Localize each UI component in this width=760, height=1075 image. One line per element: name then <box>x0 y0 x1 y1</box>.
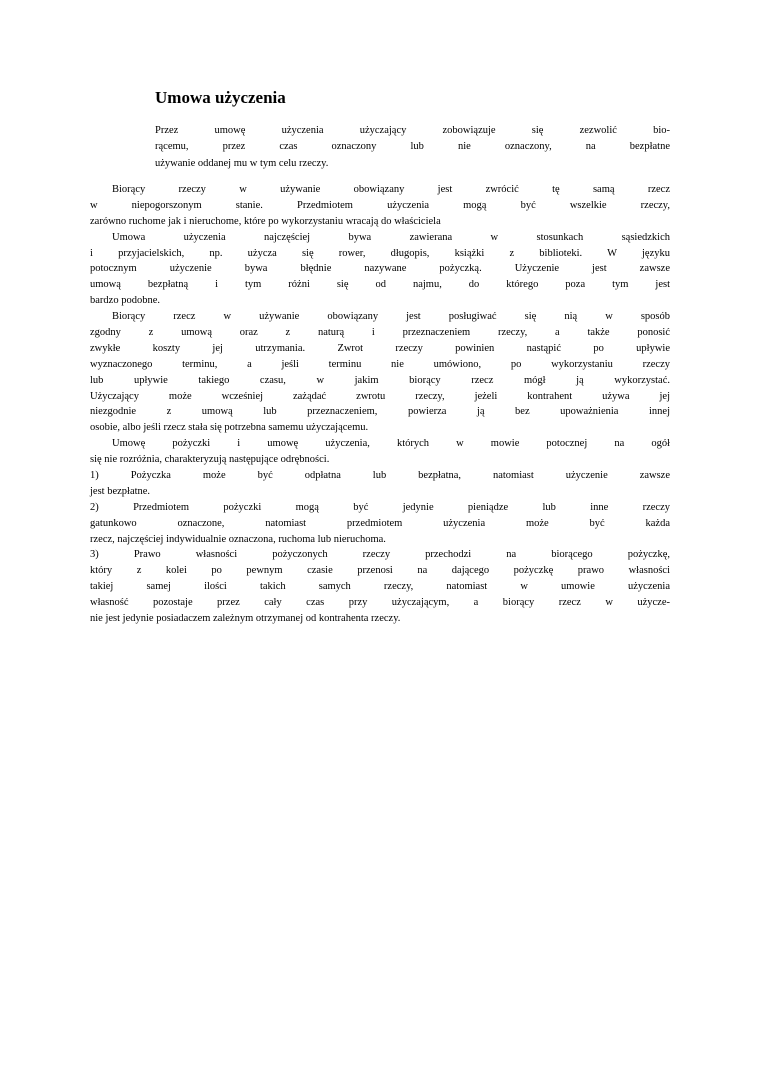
text-line: własność pozostaje przez cały czas przy użyczającym, a biorący rzecz w użycze- <box>90 597 670 609</box>
text-line: i przyjacielskich, np. użycza się rower, długopis, książki z biblioteki. W języku <box>90 247 670 259</box>
text-line: zwykłe koszty jej utrzymania. Zwrot rzeczy powinien nastąpić po upływie <box>90 342 670 354</box>
text-line: takiej samej ilości takich samych rzeczy, natomiast w umowie użyczenia <box>90 581 670 593</box>
body-text <box>90 182 670 627</box>
text-line: wyznaczonego terminu, a jeśli terminu nie umówiono, po wykorzystaniu rzeczy <box>90 358 670 370</box>
text-line: Przez umowę użyczenia użyczający zobowiązuje się zezwolić bio- <box>155 125 670 136</box>
text-line: w niepogorszonym stanie. Przedmiotem użyczenia mogą być wszelkie rzeczy, <box>90 199 670 211</box>
text-line: rącemu, przez czas oznaczony lub nie oznaczony, na bezpłatne <box>155 141 670 153</box>
text-line: Biorący rzecz w używanie obowiązany jest posługiwać się nią w sposób <box>112 311 670 323</box>
text-line: osobie, albo jeśli rzecz stała się potrzebna samemu użyczającemu. <box>90 422 369 434</box>
text-line: używanie oddanej mu w tym celu rzeczy. <box>155 157 329 169</box>
text-line: zarówno ruchome jak i nieruchome, które po wykorzystaniu wracają do właściciela <box>90 215 441 227</box>
text-line: potocznym użyczenie bywa błędnie nazywane pożyczką. Użyczenie jest zawsze <box>90 263 670 275</box>
text-line: się nie rozróżnia, charakteryzują następujące odrębności. <box>90 454 330 466</box>
text-line: zgodny z umową oraz z naturą i przeznaczeniem rzeczy, a także ponosić <box>90 327 670 339</box>
text-line: lub upływie takiego czasu, w jakim biorący rzecz mógł ją wykorzystać. <box>90 374 670 386</box>
text-line: Biorący rzeczy w używanie obowiązany jest zwrócić tę samą rzecz <box>112 184 670 195</box>
text-line: bardzo podobne. <box>90 295 160 307</box>
text-line: jest bezpłatne. <box>90 485 151 497</box>
text-line: Umowę pożyczki i umowę użyczenia, których w mowie potocznej na ogół <box>112 438 670 450</box>
document-title: Umowa użyczenia <box>155 88 286 107</box>
text-line: 2) Przedmiotem pożyczki mogą być jedynie pieniądze lub inne rzeczy <box>90 501 670 513</box>
text-line: niezgodnie z umową lub przeznaczeniem, powierza ją bez upoważnienia innej <box>90 406 670 418</box>
text-line: Umowa użyczenia najczęściej bywa zawierana w stosunkach sąsiedzkich <box>112 231 670 243</box>
text-line: 1) Pożyczka może być odpłatna lub bezpłatna, natomiast użyczenie zawsze <box>90 470 670 482</box>
text-line: umową bezpłatną i tym różni się od najmu, do którego poza tym jest <box>90 279 670 291</box>
text-line: nie jest jedynie posiadaczem zależnym otrzymanej od kontrahenta rzeczy. <box>90 613 401 625</box>
text-line: gatunkowo oznaczone, natomiast przedmiotem użyczenia może być każda <box>90 517 670 529</box>
intro-paragraph <box>155 123 670 172</box>
text-line: rzecz, najczęściej indywidualnie oznaczona, ruchoma lub nieruchoma. <box>90 533 386 545</box>
text-line: który z kolei po pewnym czasie przenosi na dającego pożyczkę prawo własności <box>90 565 670 577</box>
text-line: Użyczający może wcześniej zażądać zwrotu rzeczy, jeżeli kontrahent używa jej <box>90 390 670 402</box>
text-line: 3) Prawo własności pożyczonych rzeczy przechodzi na biorącego pożyczkę, <box>90 549 670 561</box>
